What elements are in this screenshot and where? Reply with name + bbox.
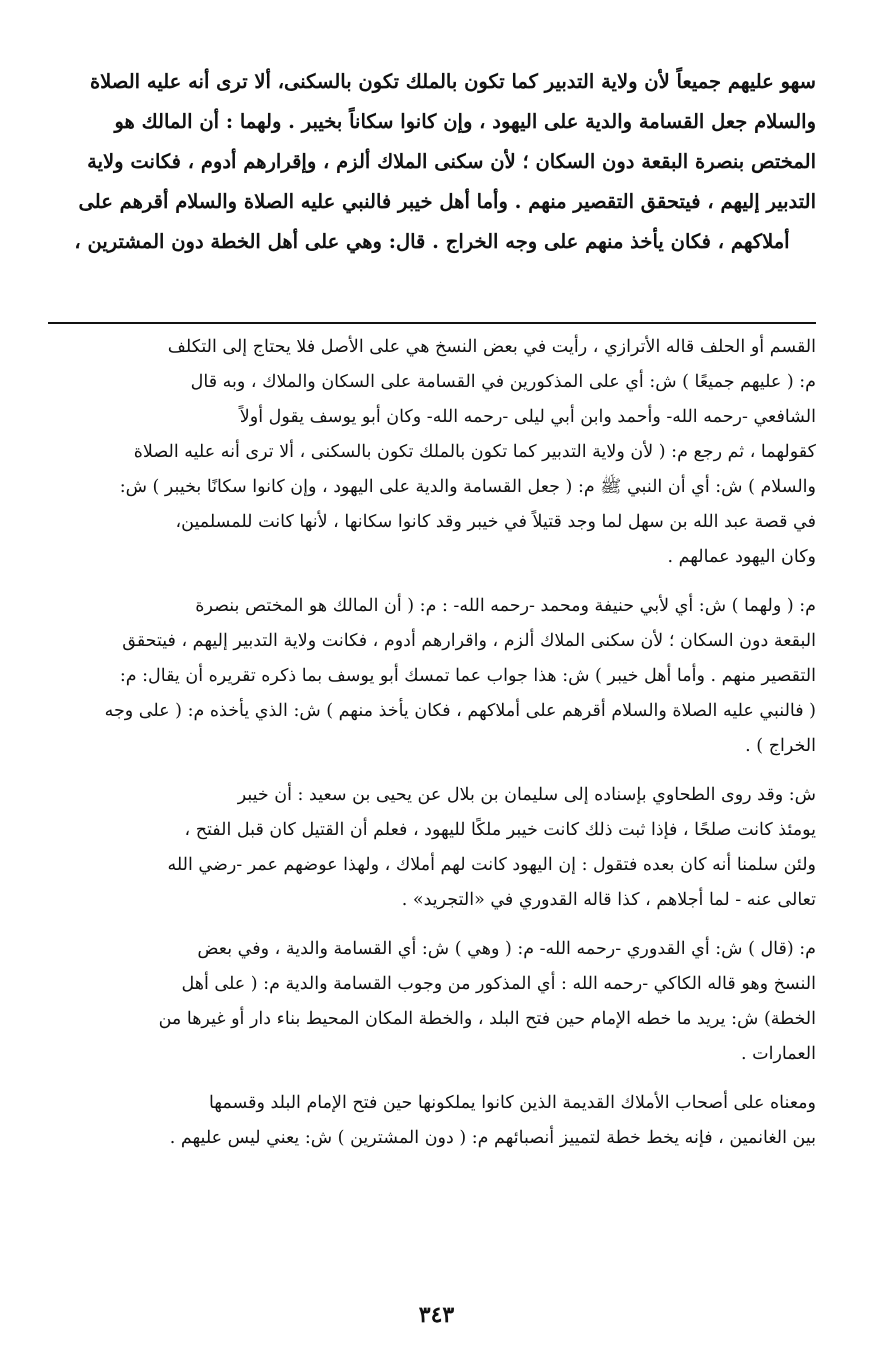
main-line: والسلام جعل القسامة والدية على اليهود ، وإن كانوا سكاناً بخيبر . ولهما : أن المالك هو (114, 110, 816, 133)
commentary-line: ومعناه على أصحاب الأملاك القديمة الذين كانوا يملكونها حين فتح الإمام البلد وقسمها (208, 1093, 816, 1113)
main-line: أملاكهم ، فكان يأخذ منهم على وجه الخراج . قال: وهي على أهل الخطة دون المشترين ، (74, 230, 790, 253)
commentary-line: الشافعي -رحمه الله- وأحمد وابن أبي ليلى -رحمه الله- وكان أبو يوسف يقول أولاً (239, 407, 816, 427)
commentary-line: البقعة دون السكان ؛ لأن سكنى الملاك ألزم ، واقرارهم أدوم ، فكانت ولاية التدبير إليهم ، فيتحقق (122, 631, 816, 651)
commentary-line: تعالى عنه - لما أجلاهم ، كذا قاله القدوري في «التجريد» . (401, 890, 816, 910)
commentary-line: بين الغانمين ، فإنه يخط خطة لتمييز أنصبائهم م: ( دون المشترين ) ش: يعني ليس عليهم . (169, 1128, 816, 1148)
main-line: سهو عليهم جميعاً لأن ولاية التدبير كما تكون بالملك تكون بالسكنى، ألا ترى أنه عليه الصلاة (89, 70, 816, 93)
commentary-line: التقصير منهم . وأما أهل خيبر ) ش: هذا جواب عما تمسك أبو يوسف بما ذكره تقريره أن يقال: م: (119, 666, 816, 686)
commentary-line: ( فالنبي عليه الصلاة والسلام أقرهم على أملاكهم ، فكان يأخذ منهم ) ش: الذي يأخذه م: ( على وجه (104, 701, 816, 721)
commentary-line: والسلام ) ش: أي أن النبي ﷺ م: ( جعل القسامة والدية على اليهود ، وإن كانوا سكانًا بخيبر ) ش: (119, 477, 816, 497)
commentary-line: النسخ وهو قاله الكاكي -رحمه الله : أي المذكور من وجوب القسامة والدية م: ( على أهل (181, 974, 816, 994)
commentary-line: م: ( عليهم جميعًا ) ش: أي على المذكورين في القسامة على السكان والملاك ، وبه قال (190, 372, 816, 392)
commentary-line: القسم أو الحلف قاله الأترازي ، رأيت في بعض النسخ هي على الأصل فلا يحتاج إلى التكلف (167, 337, 816, 357)
commentary-line: في قصة عبد الله بن سهل لما وجد قتيلاً في خيبر وقد كانوا سكانها ، لأنها كانت للمسلمين، (175, 512, 816, 532)
commentary-line: الخراج ) . (745, 736, 816, 756)
section-divider (48, 322, 816, 324)
main-text (48, 62, 816, 262)
commentary-line: م: ( ولهما ) ش: أي لأبي حنيفة ومحمد -رحمه الله- : م: ( أن المالك هو المختص بنصرة (195, 596, 816, 616)
commentary-line: م: (قال ) ش: أي القدوري -رحمه الله- م: ( وهي ) ش: أي القسامة والدية ، وفي بعض (197, 939, 816, 959)
commentary-line: يومئذ كانت صلحًا ، فإذا ثبت ذلك كانت خيبر ملكًا لليهود ، فعلم أن القتيل كان قبل الفتح ، (184, 820, 816, 840)
commentary-line: وكان اليهود عمالهم . (667, 547, 816, 567)
commentary (48, 330, 816, 1156)
commentary-line: ولئن سلمنا أنه كان بعده فتقول : إن اليهود كانت لهم أملاك ، ولهذا عوضهم عمر -رضي الله (167, 855, 816, 875)
commentary-line: الخطة) ش: يريد ما خطه الإمام حين فتح البلد ، والخطة المكان المحيط بناء دار أو غيرها من (158, 1009, 816, 1029)
main-line: التدبير إليهم ، فيتحقق التقصير منهم . وأما أهل خيبر فالنبي عليه الصلاة والسلام أقرهم على (78, 190, 816, 213)
page-number: ٣٤٣ (418, 1302, 455, 1328)
commentary-line: العمارات . (741, 1044, 816, 1064)
commentary-line: ش: وقد روى الطحاوي بإسناده إلى سليمان بن بلال عن يحيى بن سعيد : أن خيبر (237, 785, 816, 805)
main-line: المختص بنصرة البقعة دون السكان ؛ لأن سكنى الملاك ألزم ، وإقرارهم أدوم ، فكانت ولاية (87, 150, 816, 173)
commentary-line: كقولهما ، ثم رجع م: ( لأن ولاية التدبير كما تكون بالملك تكون بالسكنى ، ألا ترى أنه عليه الصلاة (133, 442, 816, 462)
